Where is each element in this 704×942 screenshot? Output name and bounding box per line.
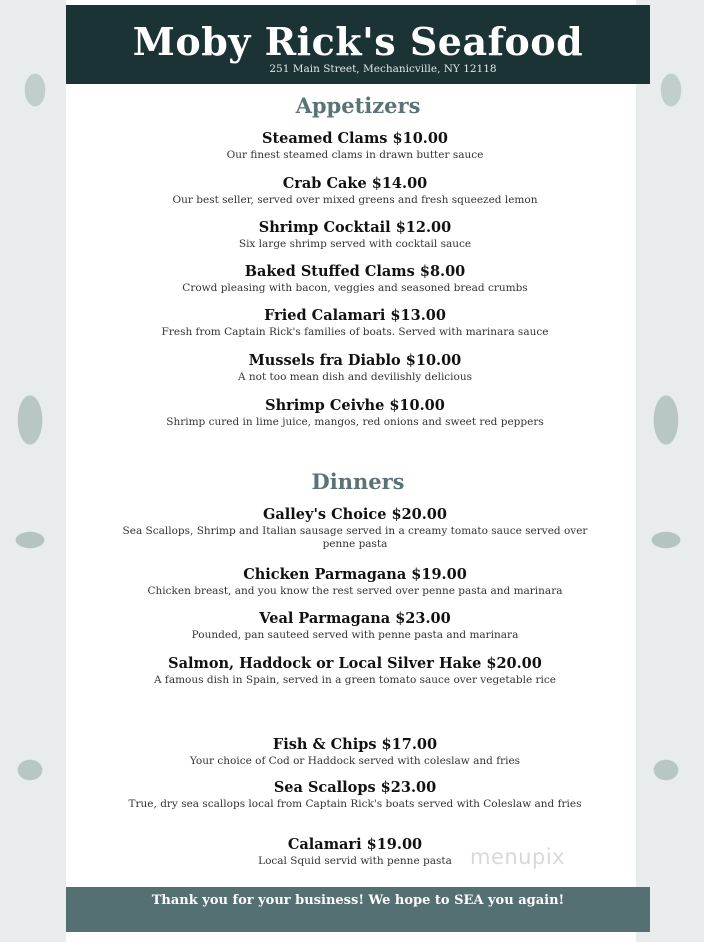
menu-item	[110, 307, 600, 339]
menu-item-description: Our finest steamed clams in drawn butter sauce	[226, 149, 484, 161]
menu-item-description: A not too mean dish and devilishly delicious	[237, 371, 473, 383]
menu-item-description: Pounded, pan sauteed served with penne pasta and marinara	[191, 629, 519, 641]
menu-item-name: Crab Cake $14.00	[282, 175, 428, 192]
menu-header	[66, 5, 650, 84]
menu-item	[110, 736, 600, 768]
menu-item-name: Fried Calamari $13.00	[264, 307, 446, 324]
menu-item-description: Fresh from Captain Rick's families of boats. Served with marinara sauce	[161, 326, 549, 338]
menu-item-name: Mussels fra Diablo $10.00	[248, 352, 462, 369]
menu-item	[110, 352, 600, 384]
section-heading-dinners: Dinners	[311, 469, 405, 494]
menu-item	[110, 610, 600, 642]
menu-item-name: Baked Stuffed Clams $8.00	[244, 263, 466, 280]
menu-item	[110, 130, 600, 162]
menu-item	[110, 506, 600, 551]
menu-item-description: A famous dish in Spain, served in a green tomato sauce over vegetable rice	[154, 674, 556, 686]
menu-item-name: Sea Scallops $23.00	[273, 779, 437, 796]
menu-item	[110, 219, 600, 251]
menu-item-name: Veal Parmagana $23.00	[259, 610, 451, 627]
restaurant-name: Moby Rick's Seafood	[132, 19, 584, 64]
menu-item-description: Shrimp cured in lime juice, mangos, red onions and sweet red peppers	[166, 416, 544, 428]
menu-item-name: Salmon, Haddock or Local Silver Hake $20.00	[168, 655, 542, 672]
menu-item-name: Galley's Choice $20.00	[263, 506, 447, 523]
section-heading-appetizers: Appetizers	[295, 93, 421, 118]
menu-item-description: Crowd pleasing with bacon, veggies and seasoned bread crumbs	[182, 282, 528, 294]
menu-item	[110, 263, 600, 295]
menu-item-name: Shrimp Cocktail $12.00	[258, 219, 452, 236]
menu-item-description: Your choice of Cod or Haddock served with coleslaw and fries	[189, 755, 521, 767]
menu-item-description: Local Squid servid with penne pasta	[258, 855, 452, 867]
menu-item-description: True, dry sea scallops local from Captain Rick's boats served with Coleslaw and fries	[128, 798, 582, 810]
menu-item-name: Fish & Chips $17.00	[272, 736, 438, 753]
menu-item-description: Chicken breast, and you know the rest served over penne pasta and marinara	[147, 585, 563, 597]
menu-item	[110, 655, 600, 687]
fish-illustration-background-left	[0, 0, 70, 942]
menu-item-name: Calamari $19.00	[287, 836, 423, 853]
menu-item	[110, 397, 600, 429]
menu-item-description: Our best seller, served over mixed greens and fresh squeezed lemon	[172, 194, 538, 206]
menu-item	[110, 175, 600, 207]
menu-item-name: Shrimp Ceivhe $10.00	[265, 397, 445, 414]
footer-banner	[66, 887, 650, 932]
menu-item-name: Steamed Clams $10.00	[261, 130, 449, 147]
menupix-watermark: menupix	[470, 845, 566, 869]
menu-item-description: Six large shrimp served with cocktail sauce	[238, 238, 472, 250]
footer-text: Thank you for your business! We hope to SEA you again!	[151, 893, 565, 908]
menu-item-name: Chicken Parmagana $19.00	[243, 566, 467, 583]
restaurant-address: 251 Main Street, Mechanicville, NY 12118	[269, 63, 497, 75]
menu-item	[110, 779, 600, 811]
menu-item	[110, 566, 600, 598]
menu-item-description: Sea Scallops, Shrimp and Italian sausage served in a creamy tomato sauce served over penne pasta	[122, 525, 588, 550]
